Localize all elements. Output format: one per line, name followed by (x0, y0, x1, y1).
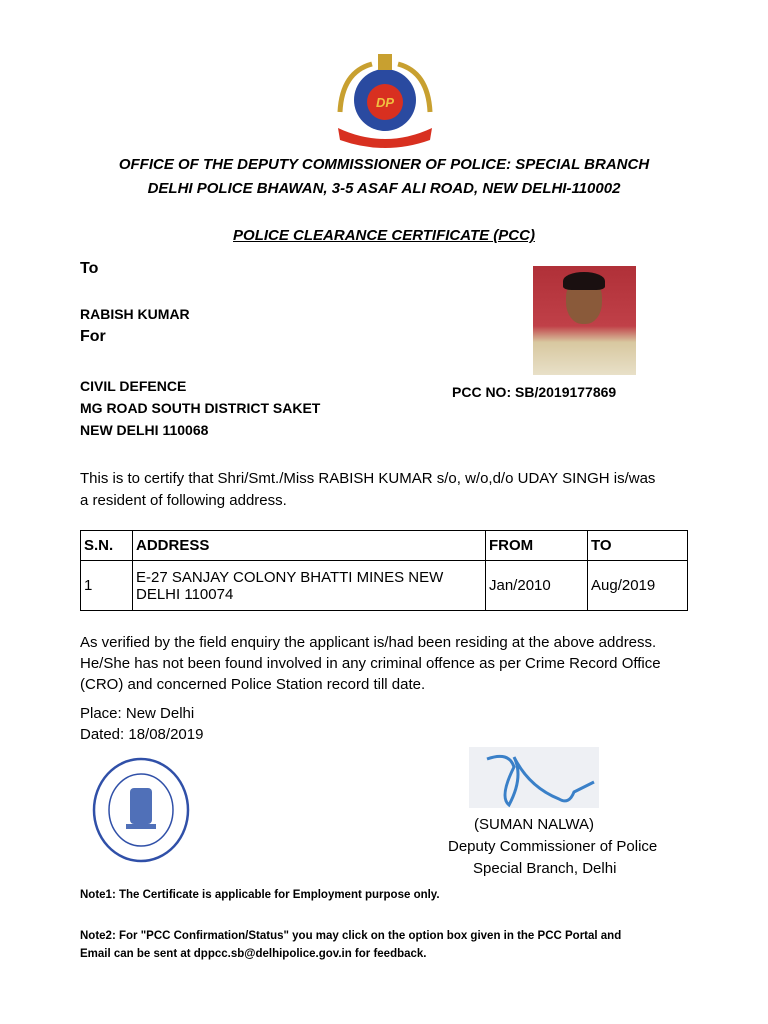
applicant-photo (533, 266, 636, 375)
signatory-designation: Deputy Commissioner of Police (448, 838, 658, 855)
table-row (81, 561, 688, 611)
feedback-email-link[interactable]: dppcc.sb@delhipolice.gov.in (193, 948, 352, 960)
office-address: DELHI POLICE BHAWAN, 3-5 ASAF ALI ROAD, NEW DELHI-110002 (147, 180, 621, 197)
to-label: To (80, 260, 99, 277)
header-sn: S.N. (81, 531, 133, 561)
certificate-title: POLICE CLEARANCE CERTIFICATE (PCC) (233, 227, 535, 244)
cell-to: Aug/2019 (588, 561, 688, 611)
signatory-branch: Special Branch, Delhi (473, 860, 617, 877)
signatory-name: (SUMAN NALWA) (474, 816, 594, 833)
note-1: Note1: The Certificate is applicable for Employment purpose only. (80, 889, 440, 901)
place: Place: New Delhi (80, 705, 195, 722)
official-stamp (90, 756, 192, 864)
recipient-name: RABISH KUMAR (80, 306, 190, 322)
note-2-line-1: Note2: For "PCC Confirmation/Status" you may click on the option box given in the PCC Portal and (80, 930, 622, 942)
org-line-1: CIVIL DEFENCE (80, 378, 187, 394)
org-line-2: MG ROAD SOUTH DISTRICT SAKET (80, 400, 321, 416)
cell-sn: 1 (81, 561, 133, 611)
org-line-3: NEW DELHI 110068 (80, 422, 209, 438)
delhi-police-logo (332, 52, 438, 148)
note-2-line-2 (80, 948, 427, 960)
pcc-number: PCC NO: SB/2019177869 (452, 384, 617, 400)
cell-from: Jan/2010 (486, 561, 588, 611)
svg-text:DP: DP (375, 95, 395, 110)
office-heading: OFFICE OF THE DEPUTY COMMISSIONER OF POLICE: SPECIAL BRANCH (118, 156, 650, 173)
address-line-1: E-27 SANJAY COLONY BHATTI MINES NEW (136, 568, 444, 586)
note-2-prefix: Email can be sent at (80, 948, 194, 960)
certify-line-2: a resident of following address. (80, 492, 287, 509)
dated: Dated: 18/08/2019 (80, 726, 204, 743)
address-line-2: DELHI 110074 (136, 585, 234, 603)
certify-line-1: This is to certify that Shri/Smt./Miss RABISH KUMAR s/o, w/o,d/o UDAY SINGH is/was (80, 470, 656, 487)
verification-line-3: (CRO) and concerned Police Station record till date. (80, 676, 426, 693)
verification-line-1: As verified by the field enquiry the applicant is/had been residing at the above address. (80, 634, 657, 651)
cell-address (133, 561, 486, 611)
address-table (80, 530, 688, 611)
note-2-suffix: for feedback. (351, 948, 427, 960)
for-label: For (80, 328, 106, 345)
table-header-row (81, 531, 688, 561)
signature (469, 747, 599, 808)
verification-line-2: He/She has not been found involved in any criminal offence as per Crime Record Office (80, 655, 661, 672)
header-address: ADDRESS (133, 531, 486, 561)
header-to: TO (588, 531, 688, 561)
header-from: FROM (486, 531, 588, 561)
